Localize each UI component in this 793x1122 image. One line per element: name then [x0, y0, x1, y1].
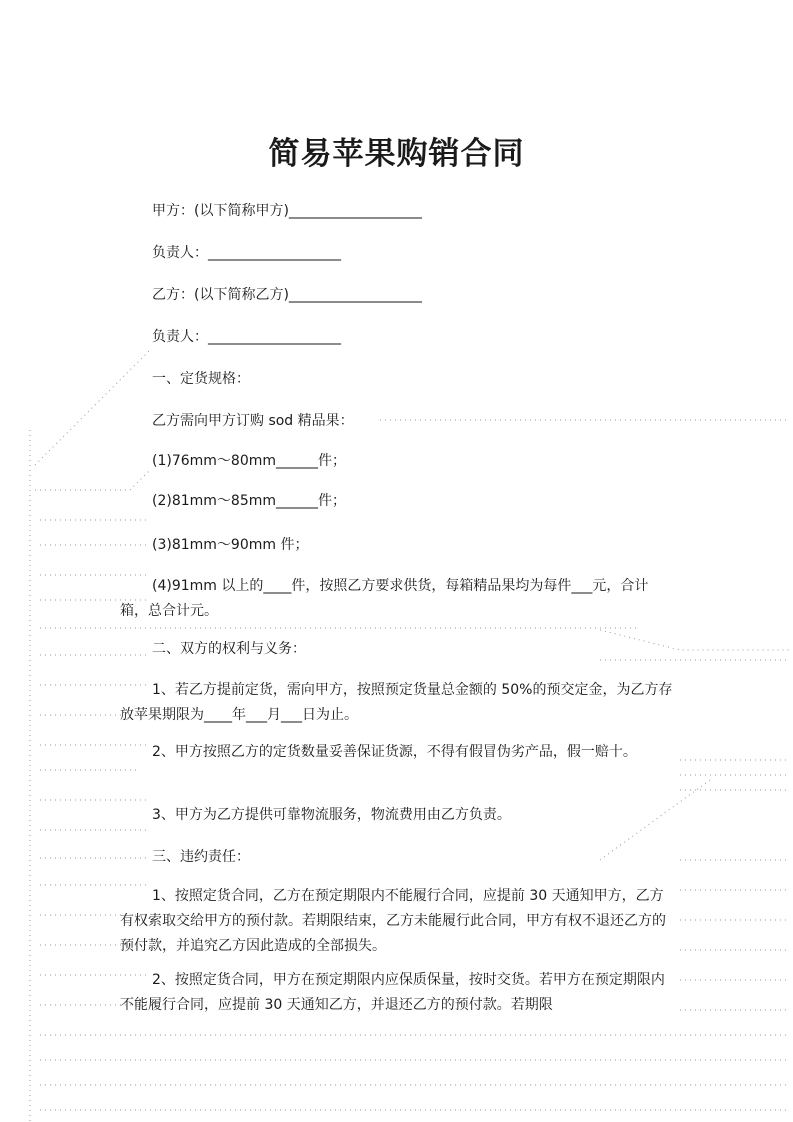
spec-item-1: (1)76mm～80mm______件；: [152, 453, 347, 469]
spec-item-2: (2)81mm～85mm______件；: [152, 493, 347, 509]
section-heading-order-specs: 一、定货规格：: [152, 371, 250, 387]
section-heading-rights-obligations: 二、双方的权利与义务：: [152, 641, 306, 657]
party-a-representative-line: 负责人：___________________: [152, 245, 341, 261]
rights-clause-2: 2、甲方按照乙方的定货数量妥善保证货源，不得有假冒伪劣产品，假一赔十。: [152, 744, 637, 760]
breach-clause-1: 1、按照定货合同，乙方在预定期限内不能履行合同，应提前 30 天通知甲方，乙方有权索取交给甲方的预付款。若期限结束，乙方未能履行此合同，甲方有权不退还乙方的预付款，并追究乙方因此造成的全部损失。: [120, 888, 666, 954]
document-title: 简易苹果购销合同: [268, 136, 525, 172]
breach-clause-2: 2、按照定货合同，甲方在预定期限内应保质保量，按时交货。若甲方在预定期限内不能履行合同，应提前 30 天通知乙方，并退还乙方的预付款。若期限: [120, 972, 665, 1013]
section-heading-breach-liability: 三、违约责任：: [152, 849, 250, 865]
spec-item-4-paragraph: (4)91mm 以上的____件，按照乙方要求供货，每箱精品果均为每件___元，合计箱，总合计元。: [120, 578, 649, 619]
order-intro-line: 乙方需向甲方订购 sod 精品果：: [152, 413, 354, 429]
party-b-representative-line: 负责人：___________________: [152, 329, 341, 345]
rights-clause-3: 3、甲方为乙方提供可靠物流服务，物流费用由乙方负责。: [152, 807, 511, 823]
party-a-line: 甲方：(以下简称甲方)___________________: [152, 203, 422, 219]
rights-clause-1: 1、若乙方提前定货，需向甲方，按照预定货量总金额的 50%的预交定金，为乙方存放苹果期限为____年___月___日为止。: [120, 682, 673, 723]
spec-item-3: (3)81mm～90mm 件；: [152, 537, 309, 553]
party-b-line: 乙方：(以下简称乙方)___________________: [152, 287, 422, 303]
